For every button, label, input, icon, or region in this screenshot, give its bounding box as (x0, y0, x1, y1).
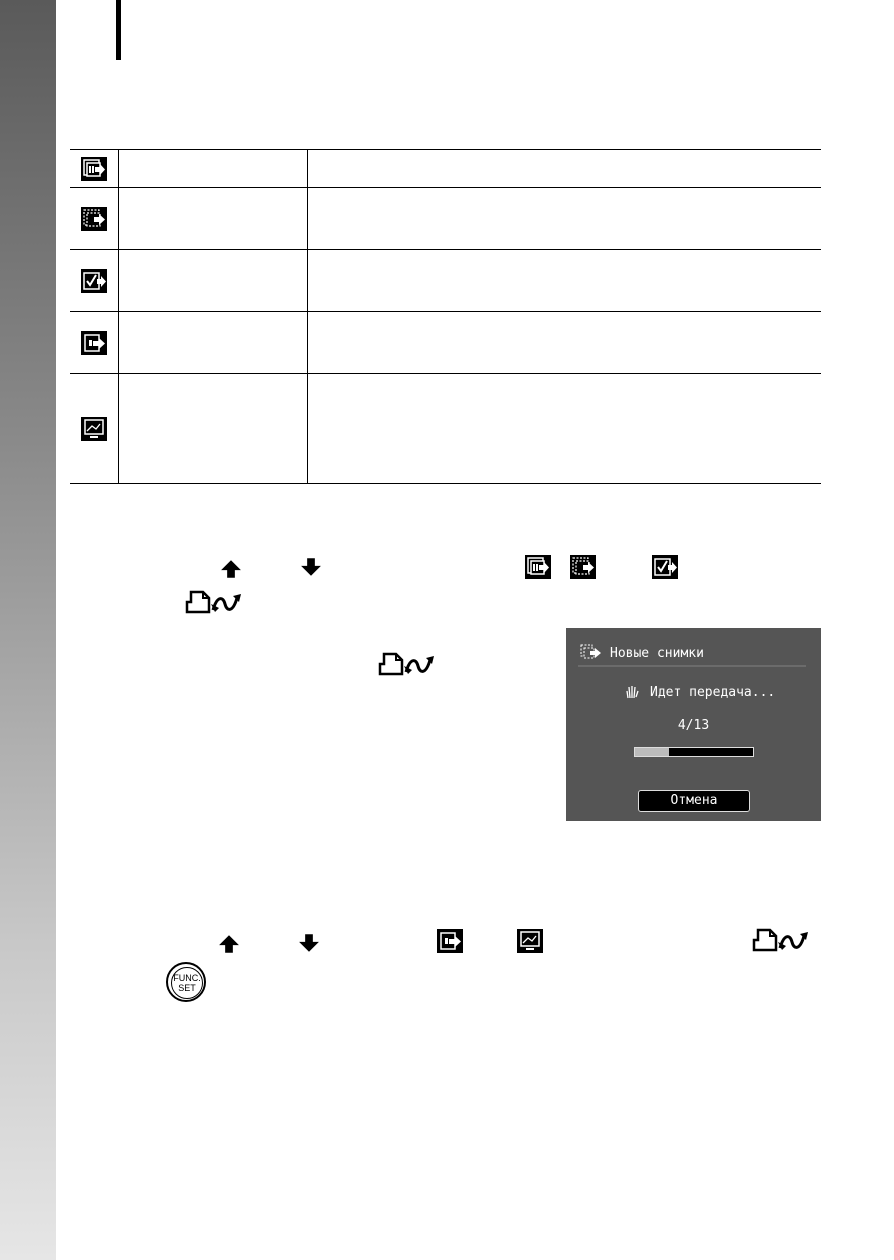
side-strip (0, 0, 56, 1260)
transfer-new-icon (81, 207, 107, 231)
print-share-icon (378, 650, 438, 680)
camera-transfer-screen (566, 628, 821, 821)
set-label: SET (178, 983, 196, 993)
transfer-all-icon (525, 555, 551, 579)
transfer-status-text: Идет передача... (650, 684, 776, 700)
transfer-progress-fill (635, 748, 669, 756)
func-set-button-icon (166, 962, 206, 1002)
transfer-progress-bar (634, 747, 754, 757)
wallpaper-icon (517, 929, 543, 953)
print-share-icon (185, 588, 245, 618)
transfer-order-icon (81, 269, 107, 293)
header-bar (116, 0, 121, 60)
cancel-button[interactable]: Отмена (638, 790, 750, 812)
table-row (70, 311, 821, 373)
table-row (70, 249, 821, 311)
transfer-new-icon (570, 555, 596, 579)
wallpaper-icon (81, 417, 107, 441)
transfer-select-icon (437, 929, 463, 953)
table-row (70, 187, 821, 249)
divider (578, 665, 806, 667)
transfer-order-icon (652, 555, 678, 579)
table-row (70, 150, 821, 187)
arrow-up-icon (220, 558, 242, 580)
screen-title: Новые снимки (610, 645, 704, 661)
table-row (70, 373, 821, 483)
transfer-counter: 4/13 (677, 718, 710, 733)
func-label: FUNC. (173, 973, 201, 983)
arrow-down-icon (298, 932, 320, 954)
transfer-all-icon (81, 157, 107, 181)
transfer-new-icon (580, 644, 602, 662)
arrow-up-icon (218, 933, 240, 955)
hand-icon (624, 684, 640, 700)
arrow-down-icon (300, 556, 322, 578)
transfer-options-table (70, 149, 821, 484)
transfer-select-icon (81, 331, 107, 355)
print-share-icon (752, 926, 812, 956)
